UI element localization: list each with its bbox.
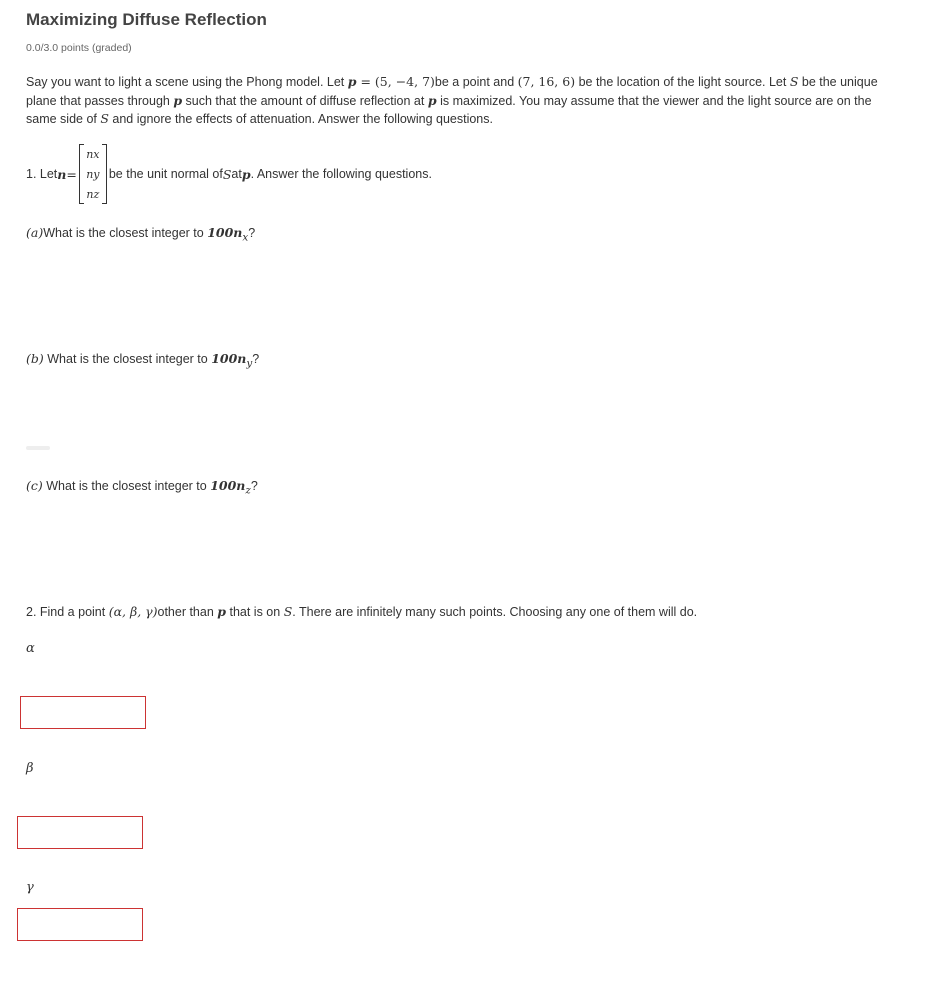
- q1-text: be the unit normal of: [108, 167, 223, 181]
- part-a-end: ?: [248, 226, 256, 240]
- part-b-text: What is the closest integer to: [43, 352, 212, 366]
- matrix-ny: ny: [86, 167, 100, 181]
- normal-vector-matrix: [81, 144, 105, 204]
- part-c-label: (c): [26, 478, 43, 493]
- part-a-sub: x: [242, 231, 249, 244]
- part-c-expr: 100n: [210, 478, 246, 493]
- part-a-expr: 100n: [207, 225, 243, 240]
- part-b-sub: y: [246, 357, 253, 370]
- math-n: n: [57, 166, 67, 182]
- math-light: (7, 16, 6): [517, 74, 576, 89]
- part-c: [26, 478, 258, 497]
- math-p-value: = (5, −4, 7): [356, 74, 435, 89]
- part-a-text: What is the closest integer to: [43, 226, 208, 240]
- part-c-end: ?: [250, 479, 258, 493]
- gamma-label: γ: [26, 880, 34, 895]
- faint-divider: [26, 446, 50, 450]
- beta-input[interactable]: [17, 816, 143, 849]
- alpha-label: α: [26, 641, 35, 656]
- intro-text: Say you want to light a scene using the Phong model. Let: [26, 75, 348, 89]
- intro-text: is maximized. You may assume that the viewer and the light source are on the same side of: [26, 93, 872, 126]
- part-c-text: What is the closest integer to: [42, 479, 211, 493]
- matrix-nx: nx: [86, 147, 100, 161]
- math-p: p: [347, 74, 357, 89]
- intro-text: be a point and: [434, 75, 518, 89]
- math-S: S: [222, 166, 232, 182]
- part-a-label: (a): [26, 225, 44, 240]
- math-p: p: [241, 166, 251, 182]
- question-1: [26, 140, 432, 208]
- question-2: [26, 604, 697, 619]
- intro-text: such that the amount of diffuse reflection at: [182, 93, 428, 108]
- page-title: Maximizing Diffuse Reflection: [26, 10, 267, 29]
- q2-text: that is on: [226, 605, 284, 619]
- intro-text: be the location of the light source. Let: [575, 75, 790, 89]
- math-p: p: [173, 92, 183, 108]
- part-b-end: ?: [252, 352, 260, 366]
- alpha-input[interactable]: [20, 696, 146, 729]
- intro-text: be the unique plane that passes through: [26, 75, 878, 108]
- part-c-sub: z: [245, 484, 251, 497]
- gamma-input[interactable]: [17, 908, 143, 941]
- math-S: S: [789, 74, 799, 89]
- part-a: [26, 225, 255, 244]
- math-p: p: [427, 92, 437, 108]
- problem-intro: [26, 73, 896, 129]
- q1-text: . Answer the following questions.: [250, 167, 432, 181]
- beta-label: β: [26, 761, 34, 776]
- points-status: 0.0/3.0 points (graded): [26, 42, 132, 54]
- intro-text: and ignore the effects of attenuation. Answer the following questions.: [108, 112, 493, 126]
- part-b: [26, 351, 259, 370]
- math-tuple: (α, β, γ): [108, 604, 158, 619]
- q2-text: other than: [157, 605, 218, 619]
- q2-text: 2. Find a point: [26, 605, 109, 619]
- math-equals: =: [66, 166, 77, 182]
- q2-text: . There are infinitely many such points. Choosing any one of them will do.: [292, 605, 698, 619]
- q1-prefix: 1. Let: [26, 167, 58, 181]
- q1-text: at: [231, 167, 242, 181]
- matrix-nz: nz: [86, 187, 100, 201]
- math-S: S: [100, 111, 109, 126]
- math-p: p: [217, 604, 227, 619]
- part-b-expr: 100n: [211, 351, 247, 366]
- part-b-label: (b): [26, 351, 44, 366]
- math-S: S: [283, 604, 293, 619]
